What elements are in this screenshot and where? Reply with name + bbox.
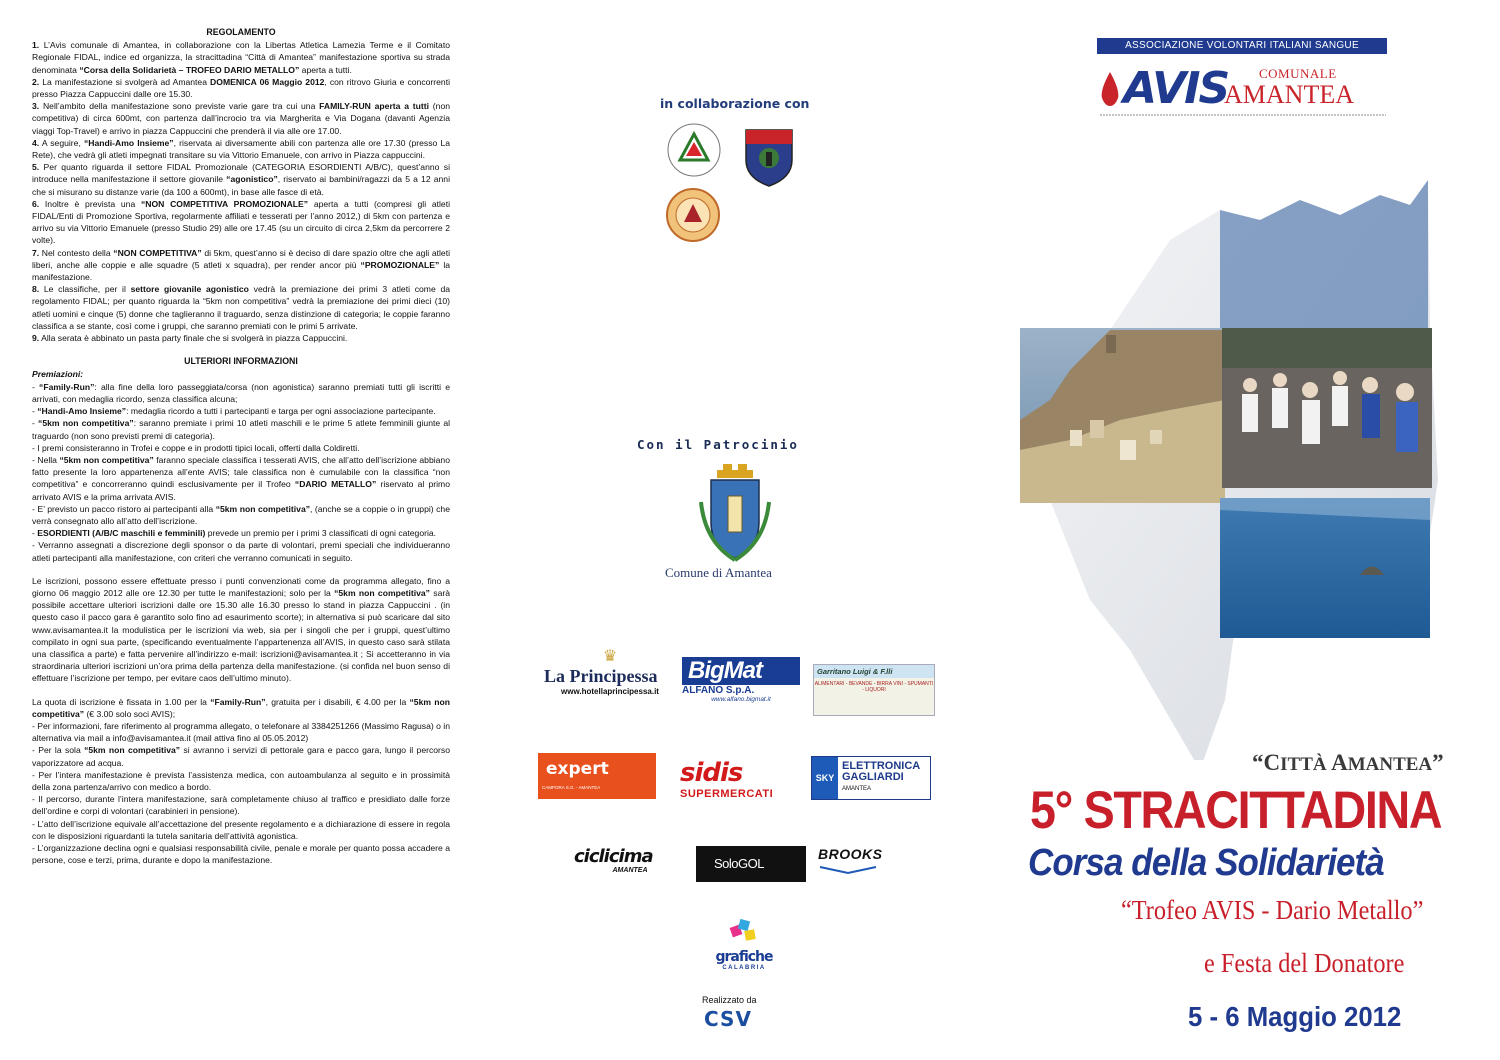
item-number: 6. <box>32 198 40 209</box>
citta-part: “C <box>1252 750 1281 775</box>
spacer <box>32 564 450 575</box>
partners-column <box>530 0 960 1060</box>
premiazioni-list <box>32 381 450 564</box>
bold-run: settore giovanile agonistico <box>130 284 249 295</box>
premiazioni-label: Premiazioni: <box>32 369 84 380</box>
avis-city: AMANTEA <box>1224 80 1354 109</box>
bold-run: “5km non competitiva” <box>59 454 154 465</box>
text-run: vedrà la premiazione dei primi 3 atleti come da regolamento FIDAL; per quanto riguarda la “5km non competitiva” vedrà la premiazione dei primi dieci (10) atleti uomini e cinque (5) donne che taglieranno il traguardo, senza distinzione di categoria; le coppie faranno classifica a se stante, così come i gruppi, che saranno premiati con le primi 5 arrivate. <box>32 284 451 331</box>
text-run: (€ 3.00 solo soci AVIS); <box>84 708 176 719</box>
text-run: - I premi consisteranno in Trofei e coppe e in prodotti tipici locali, offerti dalla Coldiretti. <box>32 442 360 453</box>
avis-address-line <box>1098 112 1388 118</box>
bold-run: “Family-Run” <box>39 381 95 392</box>
regolamento-column <box>32 26 450 866</box>
sponsor-sub: ALFANO S.p.A. <box>682 685 755 696</box>
text-run: La quota di iscrizione è fissata in 1.00 per la <box>32 696 211 707</box>
text-run: - <box>32 418 39 429</box>
stracittadina-title: 5° STRACITTADINA <box>1030 781 1442 840</box>
bold-run: “5km non competitiva” <box>84 745 181 756</box>
text-run: Nel contesto della <box>39 247 114 258</box>
paragraph <box>32 381 450 405</box>
sponsor-elettronica-gagliardi <box>811 756 931 800</box>
sponsor-name: La Principessa <box>544 666 658 686</box>
paragraph <box>32 575 450 685</box>
text-run: sarà possibile accettare ulteriori iscrizioni dalle ore 15.30 alle 16.30 presso lo stand in piazza Cappuccini . (in questo caso il pacco gara è garantito solo fino ad esaurimento scorte); in alternativa si può scaricare dal sito www.avisamantea.it la modulistica per le iscrizioni via web, sia per i singoli che per i gruppi, quest’ultimo compilato in ogni sua parte, (specificando eventualmente l’appartenenza all’AVIS, in questo caso sarà stilata una classifica a parte) e fatta pervenire all’indirizzo e-mail: iscrizioni@avisamantea.it ; Si accetteranno in via straordinaria ulteriori iscrizioni un’ora prima della partenza della manifestazione. (si confida nel buon senso di effettuare l’iscrizione per tempo, per evitare caos dell’ultimo minuto). <box>32 587 450 684</box>
blue-paper-accent <box>1220 180 1428 330</box>
sponsor-bigmat <box>682 657 800 703</box>
sponsor-name: ELETTRONICA GAGLIARDI <box>842 760 920 783</box>
item-number: 8. <box>32 284 40 295</box>
csv-logo: CSV <box>704 1007 752 1031</box>
sponsor-sologol <box>696 846 806 882</box>
paragraph <box>32 332 450 344</box>
sponsor-url: www.alfano.bigmat.it <box>711 696 771 703</box>
festa-subtitle: e Festa del Donatore <box>1204 948 1405 978</box>
text-run: , (anche se a coppie o in gruppi) che verrà consegnato allo all’atto dell’iscrizione. <box>32 503 450 526</box>
text-run: - L’atto dell’iscrizione equivale all’accettazione del presente regolamento e a dichiarazione di essere in regola con le disposizioni riguardanti la tutela sanitaria dell’attività agonistica. <box>32 818 450 841</box>
sponsor-name: Garritano Luigi & F.lli <box>814 665 934 678</box>
text-run: - <box>32 528 38 539</box>
bold-run: “5km non competitiva” <box>215 503 311 514</box>
sponsor-sub: CALABRIA <box>722 965 766 971</box>
bold-run: “Corsa della Solidarietà – TROFEO DARIO METALLO” <box>79 64 300 75</box>
bold-run: “5km non competitiva” <box>32 696 450 719</box>
sponsor-name: expert <box>546 759 609 779</box>
text-run: aperta a tutti (compresi gli atleti FIDAL/Enti di Promozione Sportiva, regolarmente affiliati e tesserati per l’anno 2012,) di 5km con partenza e arrivo su via Vittorio Emanuele (presso Studio 29) alle ore 17.45 (su un circuito di circa 2,5km da percorrere 2 volte). <box>32 198 450 246</box>
sponsor-grafiche-calabria <box>698 918 790 971</box>
text-run: L’Avis comunale di Amantea, in collaborazione con la Libertas Atletica Lamezia Terme e il Comitato Regionale FIDAL, indice ed organizza, la stracittadina “Città di Amantea” manifestazione sportiva su strada denominata <box>32 40 450 75</box>
paragraph <box>32 793 450 817</box>
brooks-swoosh-icon <box>818 865 878 875</box>
trofeo-subtitle: “Trofeo AVIS - Dario Metallo” <box>1121 895 1424 925</box>
citta-part: ITTÀ <box>1280 754 1327 775</box>
spacer <box>32 344 450 355</box>
sponsor-name: grafiche <box>715 949 773 965</box>
paragraph <box>32 100 450 137</box>
text-run: riservato al primo arrivato AVIS e la prima arrivata AVIS. <box>32 479 450 502</box>
item-number: 1. <box>32 40 40 51</box>
text-run: Alla serata è abbinato un pasta party finale che si svolgerà in piazza Cappuccini. <box>39 333 348 344</box>
text-run: - Per la sola <box>32 745 85 756</box>
sponsor-name: SoloGOL <box>714 856 764 871</box>
bold-run: “agonistico” <box>226 174 278 185</box>
iscrizioni-text <box>32 575 450 685</box>
bold-run: “PROMOZIONALE” <box>360 259 440 270</box>
quota-list <box>32 696 450 867</box>
item-number: 4. <box>32 137 40 148</box>
sponsor-name: ciclicima <box>574 846 653 867</box>
paragraph <box>32 417 450 441</box>
paragraph <box>32 720 450 744</box>
text-run: - <box>32 381 40 392</box>
text-run: , riservato ai bambini/ragazzi da 5 a 12 anni che si misurano su distanze varie (da 100 a 600mt), in base alle fasce di età. <box>32 174 450 197</box>
sponsor-name: sidis <box>680 758 743 788</box>
text-run: - <box>32 406 38 417</box>
text-run: Nell’ambito della manifestazione sono previste varie gare tra cui una <box>39 101 320 112</box>
spacer <box>32 685 450 696</box>
text-run: - Per informazioni, fare riferimento al programma allegato, o telefonare al 3384251266 (Massimo Ragusa) o in alternativa via mail a info@avisamantea.it (mail attiva fino al 05.05.2012) <box>32 720 450 744</box>
sponsor-brooks <box>818 846 910 880</box>
sponsor-la-principessa <box>544 648 676 696</box>
text-run: - Il percorso, durante l’intera manifestazione, sarà completamente chiuso al traffico e presidiato dalle forze dell’ordine e corpi di volontari (carabinieri in pensione). <box>32 794 450 817</box>
sponsor-name: BROOKS <box>818 846 883 862</box>
text-run: si avranno i servizi di pettorale gara e pacco gara, lungo il percorso vaporizzatore ad acqua. <box>32 745 450 768</box>
bold-run: FAMILY-RUN aperta a tutti <box>319 101 430 112</box>
paragraph <box>32 39 450 76</box>
paragraph <box>32 247 450 284</box>
text-run: , riservata ai diversamente abili con partenza alle ore 17.30 (presso La Rete), che vedrà gli atleti impegnati transitare su via Vittorio Emanuele, con arrivo in Piazza cappuccini. <box>32 137 450 161</box>
text-run: - Nella <box>32 454 60 465</box>
text-run: Inoltre è prevista una <box>39 198 141 209</box>
protezione-civile-logo <box>666 122 722 178</box>
sponsor-name: BigMat <box>682 657 800 685</box>
text-run: , con ritrovo Giuria e concorrenti presso Piazza Cappuccini dalle ore 15.30. <box>32 76 450 100</box>
regolamento-list <box>32 39 450 344</box>
sea-photo <box>1220 498 1430 638</box>
paragraph <box>32 442 450 454</box>
paragraph <box>32 283 450 332</box>
bold-run: “NON COMPETITIVA” <box>113 247 202 258</box>
sponsor-url: www.hotellaprincipessa.it <box>561 687 659 696</box>
text-run: La manifestazione si svolgerà ad Amantea <box>39 76 211 87</box>
bold-run: “Handi-Amo Insieme” <box>37 406 127 417</box>
photo-collage <box>1010 180 1438 760</box>
sponsor-sub: AMANTEA <box>612 867 648 874</box>
shield-logo <box>742 126 796 188</box>
item-number: 2. <box>32 76 40 87</box>
paragraph <box>32 842 450 866</box>
text-run: - L’organizzazione declina ogni e qualsiasi responsabilità civile, penale e morale per quanto possa accadere a persone, cose e terzi, prima, durante e dopo la manifestazione. <box>32 843 450 866</box>
comune-crest-logo <box>695 462 775 562</box>
paragraph <box>32 818 450 842</box>
paragraph <box>32 696 450 720</box>
bold-run: “Family-Run” <box>210 696 266 707</box>
paragraph <box>32 769 450 793</box>
text-run: A seguire, <box>39 137 84 148</box>
text-run: - Verranno assegnati a discrezione degli sponsor o da parte di volontari, premi speciali che individueranno atleti partecipanti alla manifestazione, con criteri che verranno comunicati in seguito. <box>32 540 450 563</box>
avis-comunale: COMUNALE <box>1259 66 1337 81</box>
corsa-subtitle: Corsa della Solidarietà <box>1028 842 1384 884</box>
avis-strip: ASSOCIAZIONE VOLONTARI ITALIANI SANGUE <box>1097 38 1387 54</box>
bold-run: DOMENICA 06 Maggio 2012 <box>210 76 325 87</box>
text-run: - E’ previsto un pacco ristoro ai partecipanti alla <box>32 503 216 514</box>
sponsor-garritano <box>813 664 935 716</box>
paragraph <box>32 76 450 100</box>
bold-run: “NON COMPETITIVA PROMOZIONALE” <box>140 198 309 209</box>
citta-part: ” <box>1432 750 1444 775</box>
text-run: Per quanto riguarda il settore FIDAL Promozionale (CATEGORIA ESORDIENTI A/B/C), quest’anno si introduce nella manifestazione il settore giovanile <box>32 162 450 185</box>
ulteriori-title: ULTERIORI INFORMAZIONI <box>184 356 298 367</box>
text-run: , gratuita per i disabili, € 4.00 per la <box>265 696 410 707</box>
citta-amantea-title <box>1252 750 1444 776</box>
text-run: - Per l’intera manifestazione è prevista l’assistenza medica, con autoambulanza al seguito e in prossimità della zona partenza/arrivo con medico a bordo. <box>32 769 450 792</box>
citta-part: A <box>1326 750 1348 775</box>
paragraph <box>32 198 450 247</box>
paragraph <box>32 405 450 417</box>
bold-run: “Handi-Amo Insieme” <box>84 137 174 148</box>
event-date: 5 - 6 Maggio 2012 <box>1188 1001 1402 1032</box>
sponsor-sub: AMANTEA <box>842 786 872 792</box>
paragraph <box>32 527 450 539</box>
sponsor-expert <box>538 753 656 799</box>
paragraph <box>32 539 450 563</box>
address-fineprint-decoration <box>1098 112 1388 118</box>
sponsor-sidis <box>680 758 800 800</box>
avis-logo-word: AVIS <box>1123 63 1229 114</box>
collab-label: in collaborazione con <box>660 96 810 111</box>
paragraph <box>32 503 450 527</box>
realizzato-label: Realizzato da <box>702 995 757 1005</box>
crown-icon: ♛ <box>602 648 618 665</box>
text-run: faranno speciale classifica i tesserati AVIS, che all’atto dell’iscrizione abbiano fatto presente la loro appartenenza all’ente AVIS; tale classifica non è cumulabile con la classifica “non competitiva” e concorreranno quindi esclusivamente per il Trofeo <box>32 454 450 490</box>
paragraph <box>32 161 450 198</box>
item-number: 9. <box>32 333 40 344</box>
bold-run: “5km non competitiva” <box>38 418 134 429</box>
sponsor-sub: SUPERMERCATI <box>680 788 774 800</box>
paragraph <box>32 137 450 161</box>
bold-run: ESORDIENTI (A/B/C maschili e femminili) <box>37 528 206 539</box>
sponsor-ciclicima <box>574 846 686 874</box>
paragraph <box>32 454 450 503</box>
text-run: (non competitiva) di circa 600mt, con partenza dall’incrocio tra via Margherita e Via Dogana (davanti Agenzia viaggi Top-Travel) e arrivo in piazza Cappuccini che prenderà il via alle ore 17.00. <box>32 101 450 136</box>
item-number: 7. <box>32 247 40 258</box>
sponsor-sub: CAMPORA S.G. - AMANTEA <box>542 785 601 790</box>
text-run: di 5km, quest’anno si è deciso di dare spazio oltre che agli atleti liberi, anche alle coppie e alle squadre (5 atleti x squadra), per render ancor più <box>32 247 450 270</box>
item-number: 5. <box>32 162 40 173</box>
grafiche-colors-icon <box>729 918 759 944</box>
patrocinio-label: Con il Patrocinio <box>637 437 799 452</box>
bold-run: “DARIO METALLO” <box>294 479 377 490</box>
item-number: 3. <box>32 101 40 112</box>
text-run: : saranno premiate i primi 10 atleti maschili e le prime 5 atlete femminili giunte al traguardo (non sono previsti premi di categoria). <box>32 418 451 441</box>
text-run: aperta a tutti. <box>299 64 352 75</box>
text-run: la manifestazione. <box>32 259 451 283</box>
text-run: : alla fine della loro passeggiata/corsa (non agonistica) saranno premiati tutti gli iscritti e arrivati, con medaglia ricordo, senza classifica alcuna; <box>32 381 450 404</box>
paragraph <box>32 744 450 768</box>
banda-musicale-logo <box>666 188 720 242</box>
text-run: prevede un premio per i primi 3 classificati di ogni categoria. <box>205 528 437 539</box>
text-run: Le classifiche, per il <box>39 284 131 295</box>
sponsor-goods: ALIMENTARI - BEVANDE - BIRRA VINI - SPUMANTI - LIQUORI <box>814 681 934 693</box>
regolamento-title: REGOLAMENTO <box>206 27 276 37</box>
citta-part: MANTEA <box>1347 754 1433 775</box>
blood-drop-icon <box>1098 70 1122 108</box>
text-run: Le iscrizioni, possono essere effettuate presso i punti convenzionati come da programma allegato, fino a giorno 06 maggio 2012 alle ore 12.30 per tutte le manifestazioni; solo per la <box>32 575 450 598</box>
sky-logo-icon: SKY <box>812 757 838 799</box>
text-run: : medaglia ricordo a tutti i partecipanti e targa per ogni associazione partecipante. <box>126 406 436 417</box>
bold-run: “5km non competitiva” <box>334 587 430 598</box>
comune-label: Comune di Amantea <box>665 565 772 580</box>
